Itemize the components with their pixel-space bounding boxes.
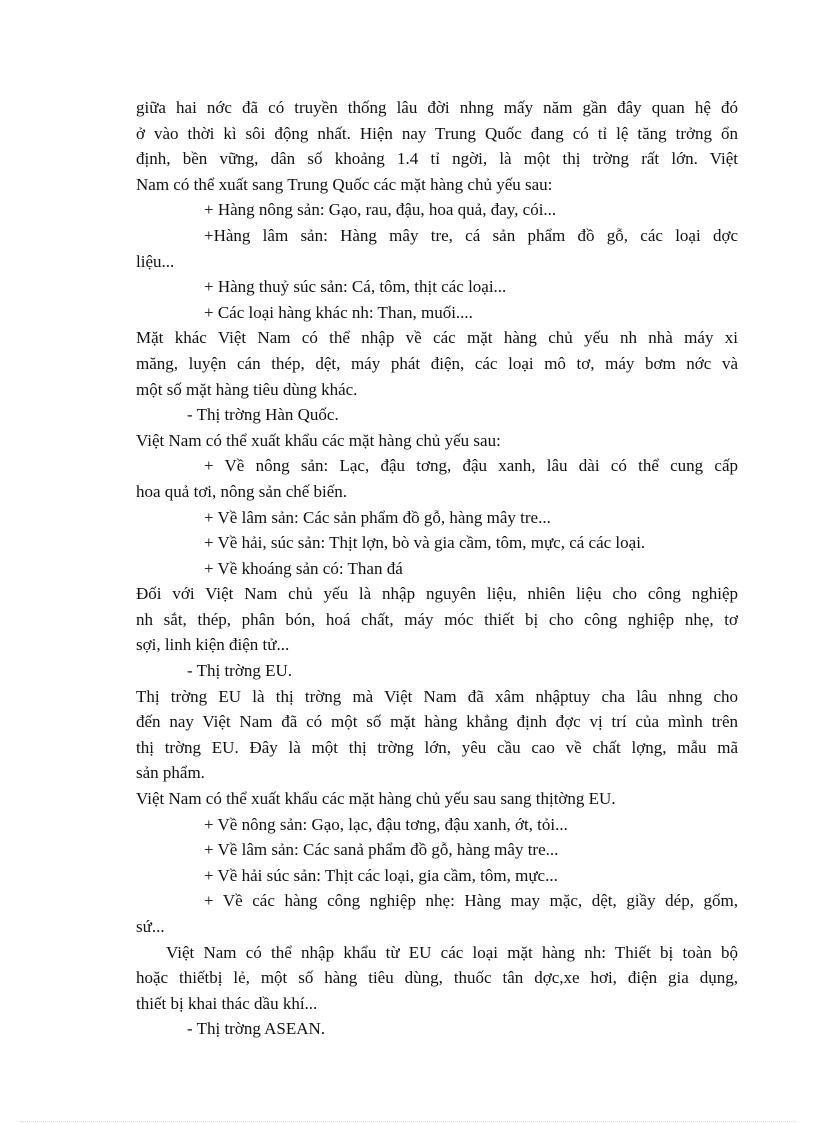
text-line: Thị trờng EU là thị trờng mà Việt Nam đã xâm nhậptuy cha lâu nhng cho: [136, 686, 738, 706]
text-line: Việt Nam có thể xuất khẩu các mặt hàng chủ yếu sau sang thịtờng EU.: [136, 789, 616, 809]
text-line: Mặt khác Việt Nam có thể nhập về các mặt hàng chủ yếu nh nhà máy xi: [136, 328, 738, 348]
list-item: + Về lâm sản: Các sản phẩm đồ gỗ, hàng mây tre...: [204, 507, 551, 527]
section-heading: - Thị trờng EU.: [187, 661, 292, 681]
text-line: hoặc thiếtbị lẻ, một số hàng tiêu dùng, thuốc tân dợc,xe hơi, điện gia dụng,: [136, 968, 738, 988]
text-line: đến nay Việt Nam đã có một số mặt hàng khẳng định đợc vị trí của mình trên: [136, 712, 738, 732]
list-item: + Về khoáng sản có: Than đá: [204, 558, 403, 578]
text-line: thị trờng EU. Đây là một thị trờng lớn, yêu cầu cao về chất lợng, mẫu mã: [136, 737, 738, 757]
list-item: + Về các hàng công nghiệp nhẹ: Hàng may mặc, dệt, giầy dép, gốm,: [204, 891, 738, 911]
text-line: ở vào thời kì sôi động nhất. Hiện nay Trung Quốc đang có tỉ lệ tăng trởng ổn: [136, 123, 738, 143]
list-item: + Hàng thuỷ súc sản: Cá, tôm, thịt các loại...: [204, 277, 507, 297]
text-line: măng, luyện cán thép, dệt, máy phát điện, các loại mô tơ, máy bơm nớc và: [136, 353, 738, 373]
section-heading: - Thị trờng Hàn Quốc.: [187, 405, 339, 425]
text-line: một số mặt hàng tiêu dùng khác.: [136, 379, 358, 399]
list-item: + Về lâm sản: Các sanả phẩm đồ gỗ, hàng mây tre...: [204, 840, 559, 860]
text-line: Đối với Việt Nam chủ yếu là nhập nguyên liệu, nhiên liệu cho công nghiệp: [136, 584, 738, 604]
text-line: liệu...: [136, 251, 175, 271]
text-line: giữa hai nớc đã có truyền thống lâu đời nhng mấy năm gần đây quan hệ đó: [136, 98, 738, 117]
list-item: +Hàng lâm sản: Hàng mây tre, cá sản phẩm đồ gỗ, các loại dợc: [204, 225, 738, 245]
text-line: định, bền vững, dân số khoảng 1.4 tỉ ngời, là một thị trờng rất lớn. Việt: [136, 149, 738, 169]
document-page: [136, 95, 738, 1042]
page-bottom-divider: [20, 1121, 796, 1122]
text-line: sứ...: [136, 917, 165, 936]
list-item: + Về nông sản: Lạc, đậu tơng, đậu xanh, lâu dài có thể cung cấp: [204, 456, 738, 476]
text-line: hoa quả tơi, nông sản chế biến.: [136, 481, 348, 501]
text-line: sản phẩm.: [136, 763, 205, 783]
list-item: + Về hải, súc sản: Thịt lợn, bò và gia cầm, tôm, mực, cá các loại.: [204, 533, 646, 553]
text-line: thiết bị khai thác dầu khí...: [136, 993, 318, 1013]
text-line: nh sắt, thép, phân bón, hoá chất, máy móc thiết bị cho công nghiệp nhẹ, tơ: [136, 609, 738, 629]
text-line: Nam có thể xuất sang Trung Quốc các mặt hàng chủ yếu sau:: [136, 174, 553, 194]
list-item: + Về hải súc sản: Thịt các loại, gia cầm, tôm, mực...: [204, 865, 558, 885]
section-heading: - Thị trờng ASEAN.: [187, 1019, 326, 1039]
list-item: + Các loại hàng khác nh: Than, muối....: [204, 302, 473, 322]
text-line: Việt Nam có thể xuất khẩu các mặt hàng chủ yếu sau:: [136, 430, 501, 450]
paragraph-first-line: Việt Nam có thể nhập khẩu từ EU các loại mặt hàng nh: Thiết bị toàn bộ: [166, 942, 738, 962]
text-line: sợi, linh kiện điện tử...: [136, 635, 290, 655]
list-item: + Hàng nông sản: Gạo, rau, đậu, hoa quả, đay, cói...: [204, 200, 557, 220]
list-item: + Về nông sản: Gạo, lạc, đậu tơng, đậu xanh, ớt, tỏi...: [204, 814, 568, 834]
